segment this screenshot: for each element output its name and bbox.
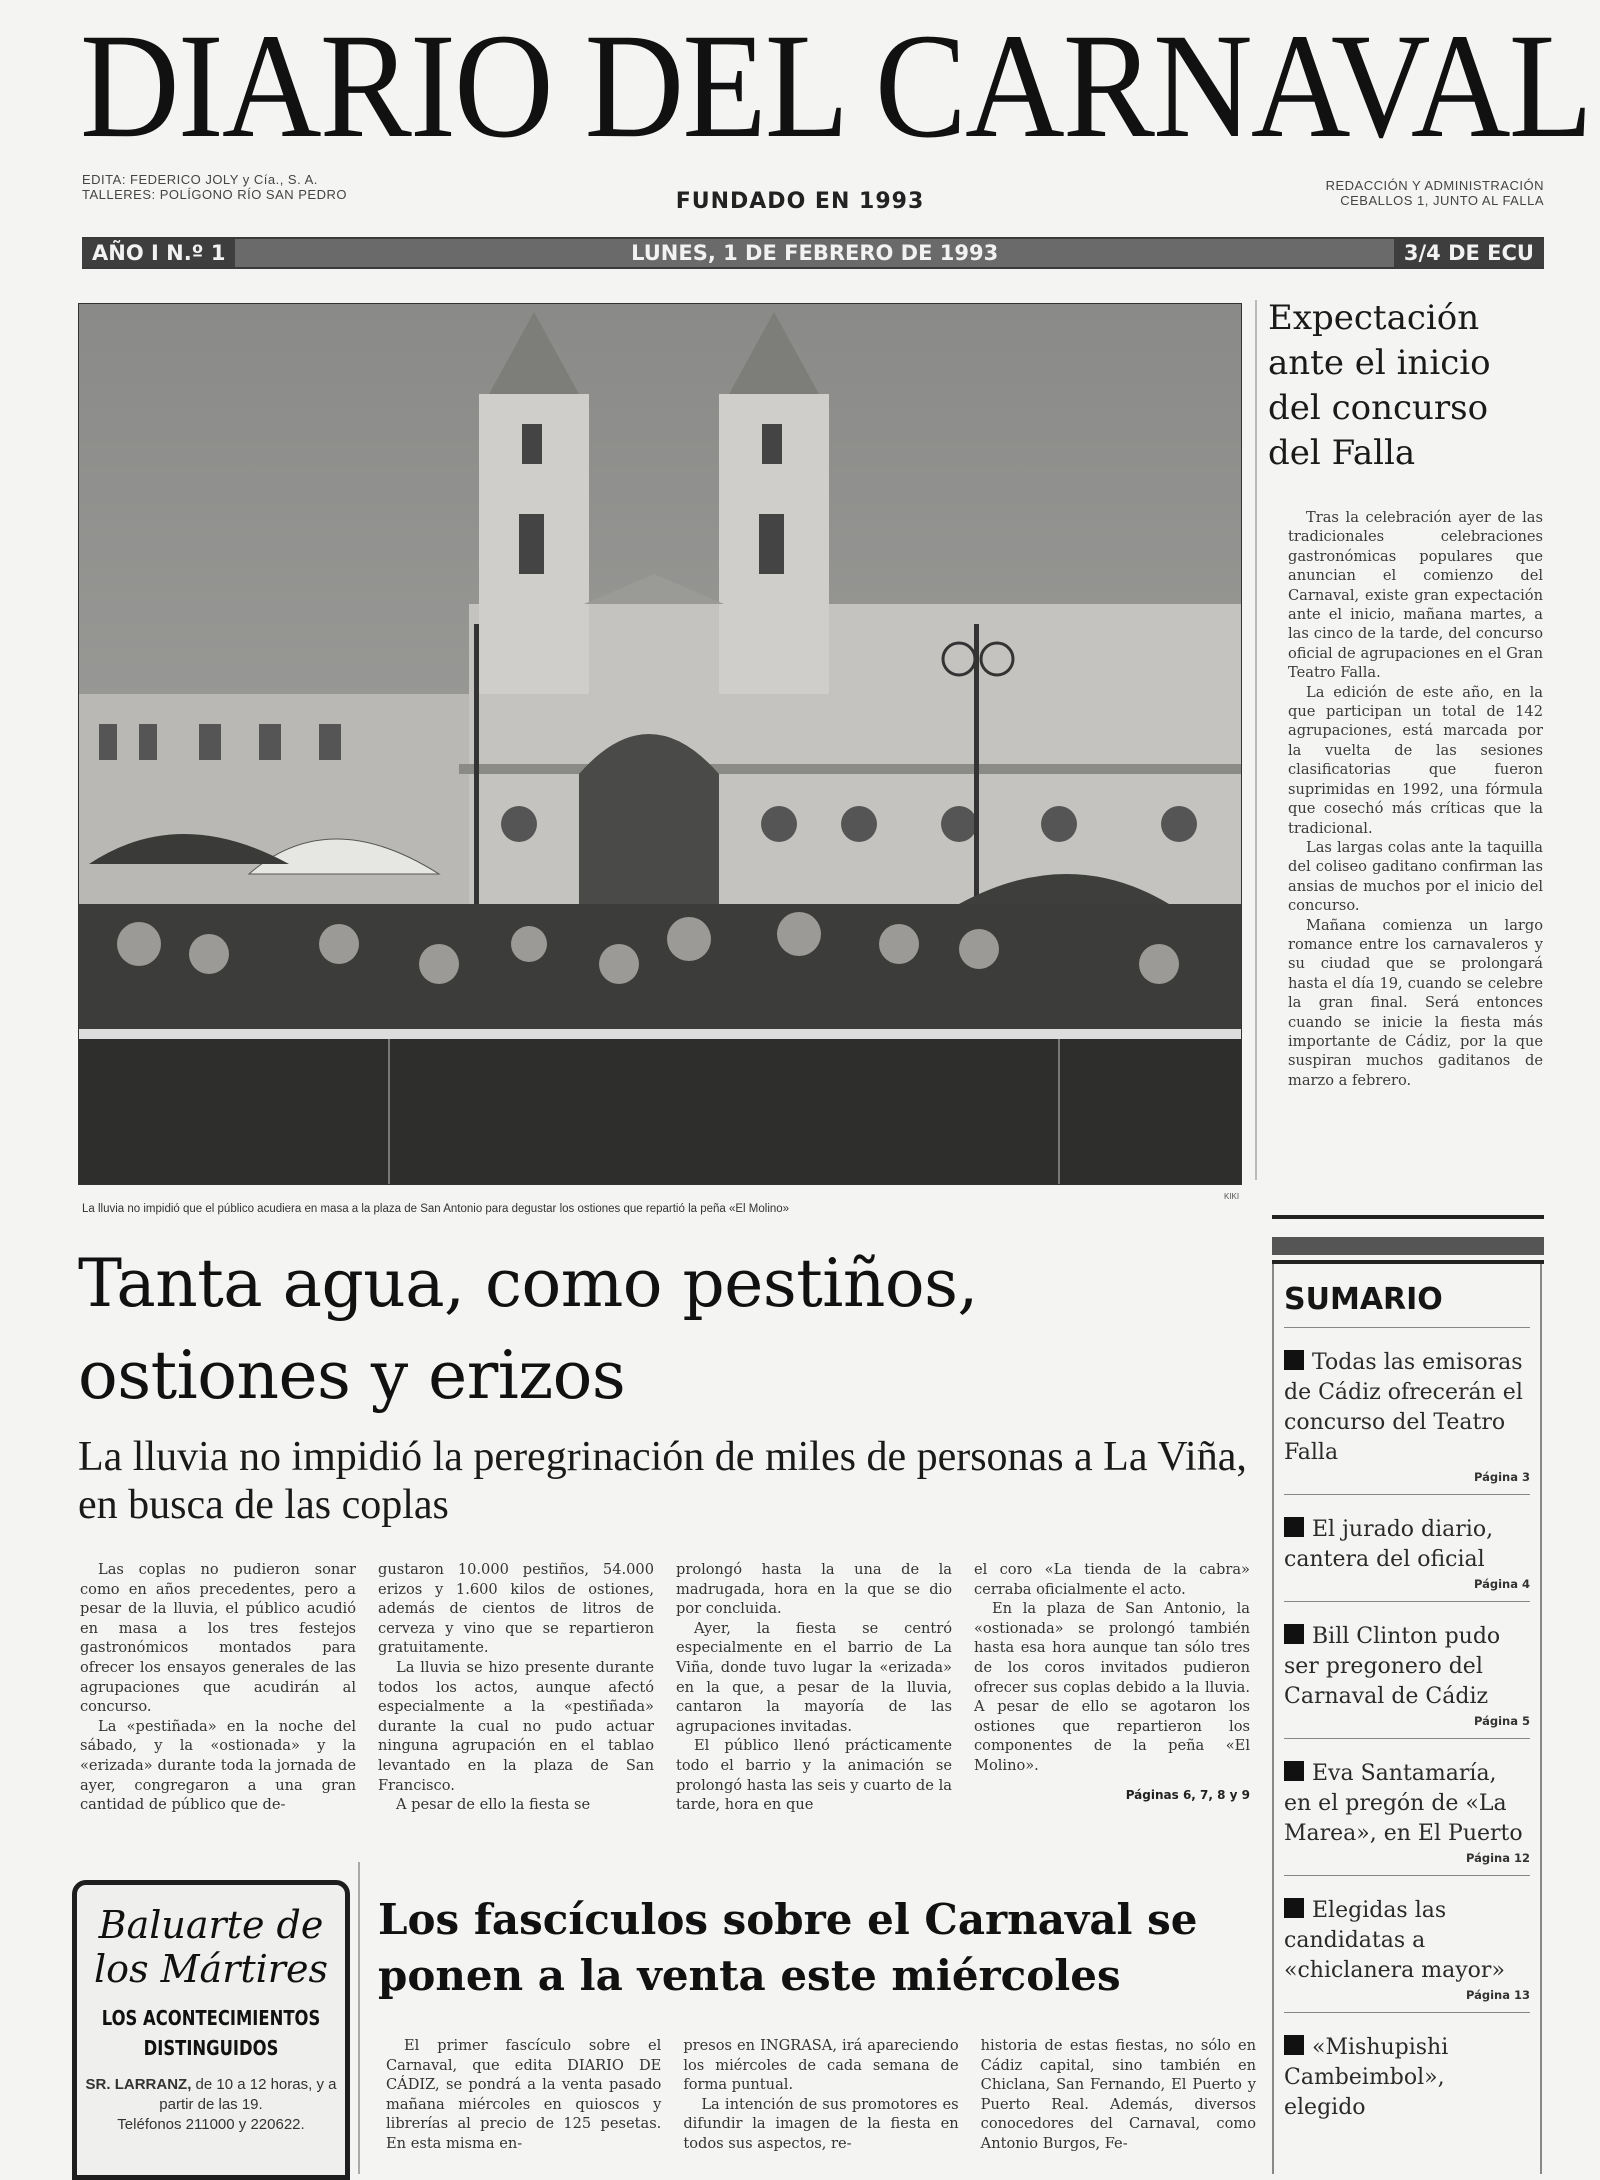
divider-rule [1272, 1215, 1544, 1219]
text-column [981, 2036, 1256, 2174]
advert-tagline [101, 2003, 321, 2063]
paragraph: En la plaza de San Antonio, la «ostionada» se prolongó también hasta esa hora aunque tan sólo tres de los coros invitados pudieron ofrecer sus coplas debido a la lluvia. A pesar de ello se agotaron los ostiones que repartieron los componentes de la peña «El Molino». [974, 1600, 1250, 1774]
summary-item[interactable] [1284, 1328, 1530, 1495]
paragraph: gustaron 10.000 pestiños, 54.000 erizos y 1.600 kilos de ostiones, además de cientos de litros de cerveza y vino que se repartieron gratuitamente. [378, 1561, 654, 1657]
paragraph: El primer fascículo sobre el Carnaval, que edita DIARIO DE CÁDIZ, se pondrá a la venta pasado mañana miércoles en quioscos y librerías al precio de 125 pesetas. En esta misma en- [386, 2037, 662, 2152]
cover-price: 3/4 DE ECU [1394, 239, 1544, 267]
text-column [683, 2036, 958, 2174]
text-column [378, 1560, 654, 1850]
summary-item-text: «Mishupishi Cambeimbol», elegido [1284, 2035, 1449, 2120]
paragraph: La lluvia se hizo presente durante todos los actos, aunque afectó especialmente a la «pestiñada» durante la cual no pudo actuar ninguna agrupación en el tablao levantado en la plaza de San Francisco. [378, 1658, 654, 1794]
summary-item-page: Página 4 [1473, 1577, 1530, 1591]
editorial-address [1326, 178, 1544, 208]
newspaper-masthead-title: DIARIO DEL CARNAVAL [80, 3, 1592, 169]
column-divider [1255, 300, 1257, 1180]
advert-hours: de 10 a 12 horas, y a partir de las 19. [159, 2076, 337, 2113]
summary-item[interactable] [1284, 1495, 1530, 1602]
side-article-headline: Expectación ante el inicio del concurso del Falla [1268, 298, 1491, 473]
imprint-line: TALLERES: POLÍGONO RÍO SAN PEDRO [82, 187, 347, 202]
square-bullet-icon [1284, 1517, 1304, 1537]
square-bullet-icon [1284, 2035, 1304, 2055]
publication-date: LUNES, 1 DE FEBRERO DE 1993 [631, 241, 999, 265]
summary-item[interactable] [1284, 2013, 1530, 2133]
page-reference[interactable]: Páginas 6, 7, 8 y 9 [1125, 1787, 1250, 1802]
summary-item[interactable] [1284, 1739, 1530, 1876]
summary-title: SUMARIO [1284, 1264, 1530, 1328]
main-article-body [80, 1560, 1250, 1850]
paragraph: A pesar de ello la fiesta se [396, 1796, 591, 1814]
summary-item-text: Todas las emisoras de Cádiz ofrecerán el concurso del Teatro Falla [1284, 1350, 1523, 1465]
advert-tagline-line: DISTINGUIDOS [143, 2036, 279, 2060]
square-bullet-icon [1284, 1350, 1304, 1370]
summary-item-text: Elegidas las candidatas a «chiclanera mayor» [1284, 1898, 1505, 1983]
paragraph: prolongó hasta la una de la madrugada, hora en la que se dio por concluida. [676, 1561, 952, 1618]
paragraph: Las coplas no pudieron sonar como en años precedentes, pero a pesar de la lluvia, el público acudió en masa a los tres festejos gastronómicos montados para ofrecer los ensayos generales de las agrupaciones que acudirán al concurso. [80, 1561, 356, 1716]
paragraph: Ayer, la fiesta se centró especialmente en el barrio de La Viña, donde tuvo lugar la «erizada» en la que, a pesar de la lluvia, cantaron la mayoría de las agrupaciones invitadas. [676, 1619, 952, 1735]
advert-brand [77, 1903, 345, 1991]
text-column [676, 1560, 952, 1850]
paragraph: La intención de sus promotores es difundir la imagen de la fiesta en todos sus aspectos, re- [683, 2095, 959, 2152]
church-crowd-photo-illustration [79, 304, 1241, 1184]
imprint-line: EDITA: FEDERICO JOLY y Cía., S. A. [82, 172, 318, 187]
founded-line: FUNDADO EN 1993 [675, 189, 925, 214]
paragraph: historia de estas fiestas, no sólo en Cádiz capital, sino también en Chiclana, San Fernando, El Puerto y Puerto Real. Además, diversos conocedores del Carnaval, como Antonio Burgos, Fe- [980, 2037, 1256, 2152]
summary-box [1272, 1264, 1542, 2174]
date-band [82, 237, 1544, 269]
advert-contact [77, 2075, 345, 2135]
paragraph: La edición de este año, en la que participan un total de 142 agrupaciones, está marcada por la vuelta de las sesiones clasificatorias que fueron suprimidas en 1992, una fórmula que cosechó más críticas que la tradicional. [1288, 683, 1543, 837]
text-column [386, 2036, 661, 2174]
photo-credit: KIKI [1224, 1192, 1240, 1201]
summary-item[interactable] [1284, 1602, 1530, 1739]
text-column [80, 1560, 356, 1850]
summary-item-text: El jurado diario, cantera del oficial [1284, 1517, 1494, 1572]
advert-phones: Teléfonos 211000 y 220622. [117, 2116, 305, 2133]
advertisement[interactable] [72, 1880, 350, 2180]
advert-tagline-line: LOS ACONTECIMIENTOS [101, 2006, 321, 2030]
side-article-body [1288, 508, 1543, 1090]
column-divider [358, 1862, 360, 2174]
square-bullet-icon [1284, 1624, 1304, 1644]
second-article-body [386, 2036, 1256, 2174]
advert-contact-name: SR. LARRANZ, [85, 2076, 192, 2093]
advert-brand-line: los Mártires [94, 1947, 328, 1991]
text-column [974, 1560, 1250, 1850]
paragraph: Mañana comienza un largo romance entre los carnavaleros y su ciudad que se prolongará hasta el día 19, cuando se celebre la gran final. Será entonces cuando se inicie la fiesta más importante de Cádiz, por la que suspiran muchos gaditanos de marzo a febrero. [1288, 916, 1543, 1089]
main-subheadline: La lluvia no impidió la peregrinación de miles de personas a La Viña, en busca de las coplas [78, 1434, 1247, 1528]
summary-item-page: Página 3 [1473, 1470, 1530, 1484]
issue-number: AÑO I N.º 1 [82, 239, 235, 267]
paragraph: Tras la celebración ayer de las tradicionales celebraciones gastronómicas populares que anuncian el comienzo del Carnaval, existe gran expectación ante el inicio, mañana martes, a las cinco de la tarde, del concurso oficial de agrupaciones en el Gran Teatro Falla. [1288, 509, 1543, 682]
summary-item-text: Bill Clinton pudo ser pregonero del Carnaval de Cádiz [1284, 1624, 1501, 1709]
paragraph: Las largas colas ante la taquilla del coliseo gaditano confirman las ansias de muchos por el inicio del concurso. [1288, 838, 1543, 915]
summary-item[interactable] [1284, 1876, 1530, 2013]
paragraph: El público llenó prácticamente todo el barrio y la animación se prolongó hasta las seis y cuarto de la tarde, hora en que [676, 1737, 952, 1814]
lead-photo [78, 303, 1242, 1185]
summary-item-page: Página 13 [1465, 1988, 1530, 2002]
paragraph: el coro «La tienda de la cabra» cerraba oficialmente el acto. [974, 1561, 1250, 1598]
paragraph: presos en INGRASA, irá apareciendo los miércoles de cada semana de forma puntual. [683, 2037, 959, 2094]
square-bullet-icon [1284, 1761, 1304, 1781]
summary-item-text: Eva Santamaría, en el pregón de «La Marea», en El Puerto [1284, 1761, 1523, 1846]
paragraph: La «pestiñada» en la noche del sábado, y la «ostionada» y la «erizada» durante toda la jornada de ayer, congregaron a una gran cantidad de público que de- [80, 1717, 356, 1814]
advert-brand-line: Baluarte de [98, 1903, 324, 1947]
main-headline: Tanta agua, como pestiños, ostiones y erizos [78, 1245, 978, 1414]
summary-item-page: Página 5 [1473, 1714, 1530, 1728]
photo-caption: La lluvia no impidió que el público acudiera en masa a la plaza de San Antonio para degustar los ostiones que repartió la peña «El Molino» [82, 1203, 790, 1215]
second-article-headline: Los fascículos sobre el Carnaval se ponen a la venta este miércoles [378, 1895, 1198, 2000]
address-line: CEBALLOS 1, JUNTO AL FALLA [1340, 193, 1544, 208]
address-line: REDACCIÓN Y ADMINISTRACIÓN [1325, 178, 1544, 193]
square-bullet-icon [1284, 1898, 1304, 1918]
summary-item-page: Página 12 [1465, 1851, 1530, 1865]
divider-band [1272, 1237, 1544, 1255]
